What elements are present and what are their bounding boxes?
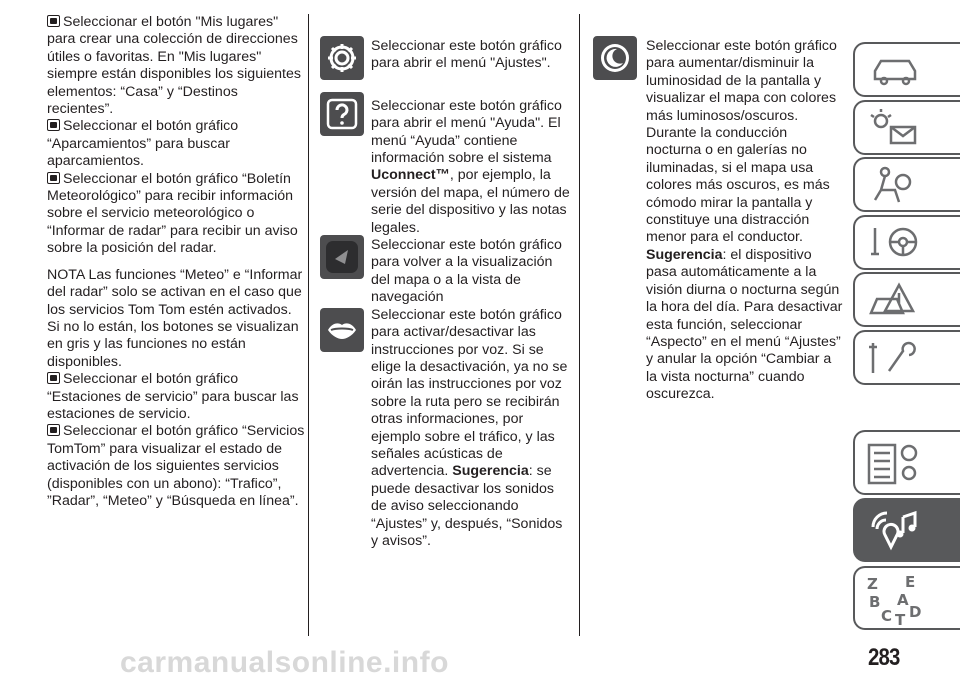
note-paragraph: NOTA Las funciones “Meteo” e “Informar del radar” solo se activan en el caso que los servicios Tom Tom estén activados. Si no lo están, los botones se visualizan en gris y las funciones no están disponibles.: [47, 266, 303, 370]
tab-warning-lights[interactable]: [853, 100, 960, 155]
svg-text:B: B: [869, 593, 881, 611]
multimedia-icon: [865, 505, 925, 559]
tab-steering[interactable]: [853, 215, 960, 270]
night-mode-description: Seleccionar este botón gráfico para aumentar/disminuir la luminosidad de la pantalla y visualizar el mapa con colores más luminosos/oscuros. Durante la conducción nocturna o en galerías no iluminadas, si el mapa usa colores más oscuros, es más cómodo mirar la pantalla y constituye una distracción menor para el conductor.: [646, 38, 837, 246]
paragraph-weather: Seleccionar el botón gráfico “Boletín Meteorológico” para recibir información sobre el servicio meteorológico o “Informar de radar” para recibir un aviso sobre la posición del radar.: [47, 170, 298, 257]
column-divider: [308, 14, 309, 636]
text-column-middle: [371, 38, 571, 550]
wrench-icon: [865, 337, 925, 381]
paragraph-stations: Seleccionar el botón gráfico “Estaciones de servicio” para buscar las estaciones de servicio.: [47, 371, 299, 422]
tab-airbag[interactable]: [853, 157, 960, 212]
tab-technical-data[interactable]: [853, 430, 960, 495]
voice-lips-icon: [320, 308, 364, 352]
road-warning-icon: [865, 279, 925, 323]
button-icon: [47, 424, 60, 436]
text-column-right: [646, 38, 846, 404]
car-icon: [865, 49, 925, 93]
tab-road-warning[interactable]: [853, 272, 960, 327]
tab-car[interactable]: [853, 42, 960, 97]
voice-description: Seleccionar este botón gráfico para activar/desactivar las instrucciones por voz. Si se elige la desactivación, ya no se oirán las instrucciones por voz sobre la ruta pero se recibirán otras informaciones, por ejemplo sobre el tráfico, y las señales acústicas de advertencia. Sugerencia: se puede desactivar los sonidos de aviso seleccionando “Ajustes” y, después, “Sonidos y avisos”.: [371, 306, 568, 549]
tab-index[interactable]: [853, 566, 960, 630]
paragraph-my-places: Seleccionar el botón "Mis lugares" para crear una colección de direcciones útiles o favoritas. En "Mis lugares" siempre están disponibles los siguientes elementos: “Casa” y “Destinos recientes”.: [47, 14, 301, 118]
back-arrow-icon: [320, 235, 364, 279]
index-letters-icon: [865, 573, 925, 627]
svg-text:T: T: [895, 611, 906, 627]
settings-description: Seleccionar este botón gráfico para abrir el menú "Ajustes".: [371, 38, 562, 72]
svg-text:A: A: [897, 591, 909, 609]
paragraph-tomtom: Seleccionar el botón gráfico “Servicios TomTom” para visualizar el estado de activación de los siguientes servicios (disponibles con un abono): “Trafico”, ”Radar”, “Meteo” y “Búsqueda en línea”.: [47, 423, 305, 509]
svg-text:Z: Z: [867, 575, 878, 593]
help-description: Seleccionar este botón gráfico para abrir el menú "Ayuda". El menú “Ayuda” contiene información sobre el sistema Uconnect™, por ejemplo, la versión del mapa, el número de serie del dispositivo y las notas legales.: [371, 97, 570, 236]
button-icon: [47, 372, 60, 384]
tab-multimedia[interactable]: [853, 498, 960, 562]
airbag-icon: [865, 164, 925, 208]
warning-lights-icon: [865, 107, 925, 151]
svg-text:E: E: [905, 573, 916, 591]
column-divider: [579, 14, 580, 636]
watermark: carmanualsonline.info: [120, 646, 449, 679]
settings-list-icon: [865, 437, 925, 491]
paragraph-parking: Seleccionar el botón gráfico “Aparcamientos” para buscar aparcamientos.: [47, 118, 239, 170]
tip-description: Sugerencia: el dispositivo pasa automáticamente a la visión diurna o nocturna según la hora del día. Para desactivar esta función, seleccionar “Aspecto” en el menú “Ajustes” y anular la opción “Cambiar a la vista nocturna” cuando oscurezca.: [646, 246, 843, 403]
svg-text:C: C: [881, 607, 893, 625]
button-icon: [47, 172, 60, 184]
page-number: 283: [868, 644, 900, 671]
text-column-left: [47, 14, 305, 510]
button-icon: [47, 119, 60, 131]
gear-icon: [320, 36, 364, 80]
button-icon: [47, 15, 60, 27]
question-icon: [320, 92, 364, 136]
back-description: Seleccionar este botón gráfico para volver a la visualización del mapa o a la vista de navegación: [371, 237, 562, 306]
steering-icon: [865, 222, 925, 266]
tab-maintenance[interactable]: [853, 330, 960, 385]
night-moon-icon: [593, 36, 637, 80]
svg-text:D: D: [909, 603, 922, 621]
